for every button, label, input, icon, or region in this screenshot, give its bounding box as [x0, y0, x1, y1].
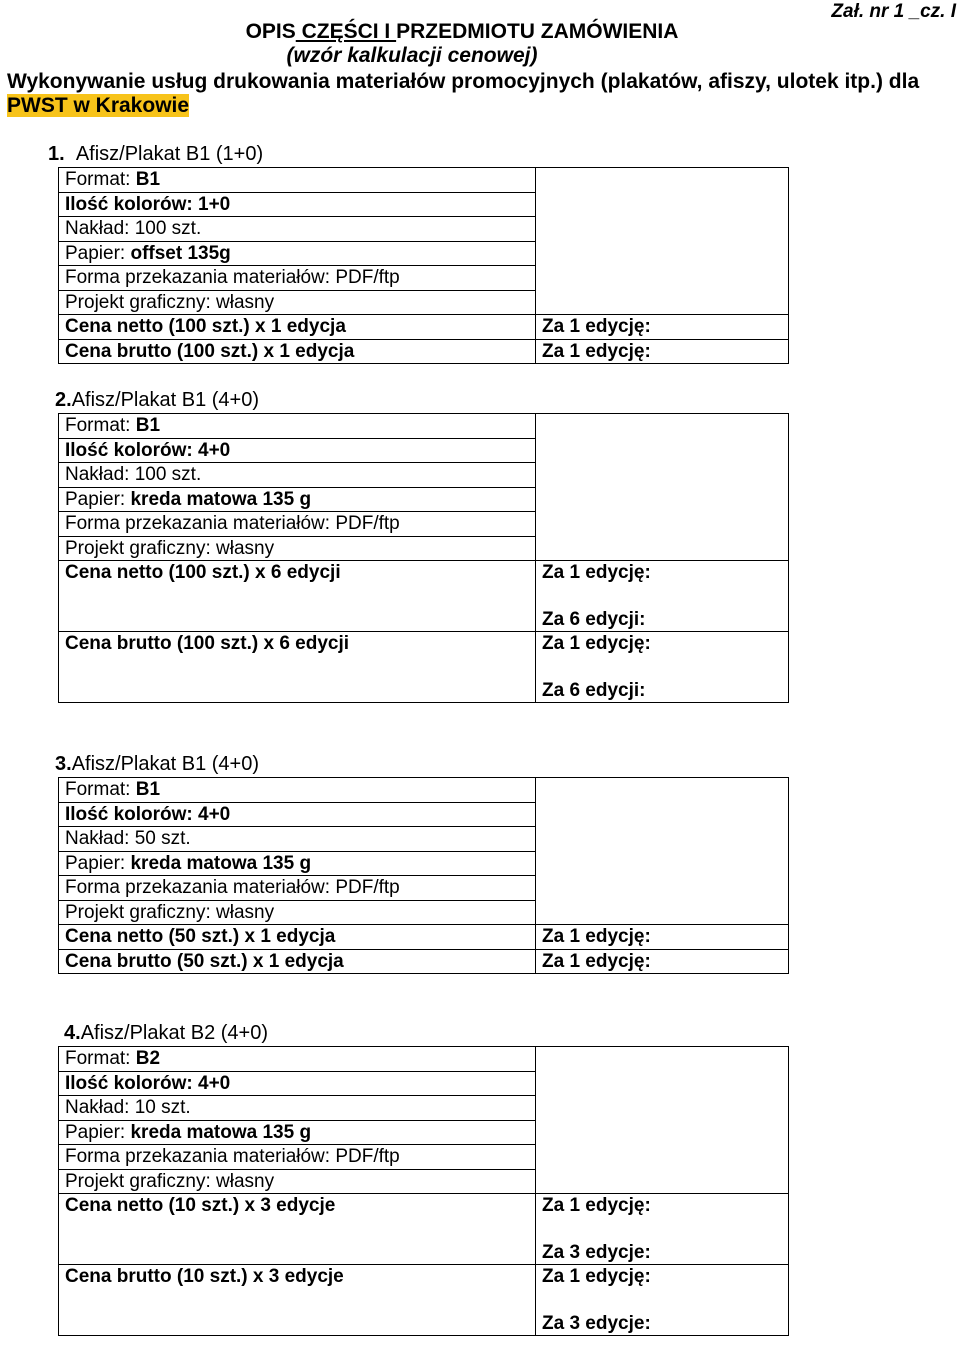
gross-price-label: Cena brutto (100 szt.) x 6 edycji: [59, 632, 536, 703]
field-value: B2: [135, 1048, 161, 1069]
colors-cell: Ilość kolorów: 4+0: [59, 1071, 536, 1096]
field-label: Papier:: [65, 1121, 131, 1143]
delivery-cell: Forma przekazania materiałów: PDF/ftp: [59, 1145, 536, 1170]
format-cell: [59, 414, 536, 439]
design-cell: Projekt graficzny: własny: [59, 536, 536, 561]
gross-price-label: Cena brutto (100 szt.) x 1 edycja: [59, 339, 536, 364]
section-name: Afisz/Plakat B2 (4+0): [80, 1022, 268, 1044]
section-title: [48, 143, 263, 166]
field-label: Format:: [65, 779, 136, 800]
price-per-edition: Za 1 edycję:: [542, 1195, 651, 1216]
price-per-edition: Za 1 edycję:: [542, 633, 651, 654]
field-value: kreda matowa 135 g: [130, 488, 312, 510]
field-value: offset 135g: [130, 242, 231, 264]
paper-cell: [59, 1120, 536, 1145]
title-part: OPIS: [245, 20, 296, 43]
price-blank-cell: [536, 778, 789, 925]
net-price-label: Cena netto (100 szt.) x 1 edycja: [59, 315, 536, 340]
field-value: B1: [135, 779, 161, 800]
design-cell: Projekt graficzny: własny: [59, 1169, 536, 1194]
section-number: 3.: [55, 753, 72, 775]
colors-cell: Ilość kolorów: 4+0: [59, 438, 536, 463]
field-label: Papier:: [65, 852, 131, 874]
design-cell: Projekt graficzny: własny: [59, 290, 536, 315]
gross-price-label: Cena brutto (50 szt.) x 1 edycja: [59, 949, 536, 974]
colors-cell: Ilość kolorów: 1+0: [59, 192, 536, 217]
section-title: [64, 1022, 268, 1045]
field-value: kreda matowa 135 g: [130, 1121, 312, 1143]
gross-price-label: Cena brutto (10 szt.) x 3 edycje: [59, 1265, 536, 1336]
paper-cell: [59, 241, 536, 266]
format-cell: [59, 778, 536, 803]
price-total: Za 6 edycji:: [542, 609, 646, 630]
section-name: Afisz/Plakat B1 (4+0): [71, 753, 259, 775]
price-per-edition: Za 1 edycję:: [542, 562, 651, 583]
price-total: Za 3 edycje:: [542, 1242, 651, 1263]
print-run-cell: Nakład: 10 szt.: [59, 1096, 536, 1121]
gross-price-cell[interactable]: [536, 632, 789, 703]
field-value: B1: [135, 169, 161, 190]
document-title: [0, 20, 924, 44]
delivery-cell: Forma przekazania materiałów: PDF/ftp: [59, 512, 536, 537]
field-label: Format:: [65, 415, 136, 436]
section-title: [55, 389, 259, 412]
intro-highlight: PWST w Krakowie: [7, 94, 190, 117]
net-price-cell[interactable]: Za 1 edycję:: [536, 315, 789, 340]
colors-cell: Ilość kolorów: 4+0: [59, 802, 536, 827]
paper-cell: [59, 487, 536, 512]
title-part: PRZEDMIOTU ZAMÓWIENIA: [396, 20, 679, 43]
section-number: 2.: [55, 389, 72, 411]
net-price-label: Cena netto (50 szt.) x 1 edycja: [59, 925, 536, 950]
price-per-edition: Za 1 edycję:: [542, 1266, 651, 1287]
price-blank-cell: [536, 414, 789, 561]
spec-table: [58, 167, 789, 364]
net-price-label: Cena netto (100 szt.) x 6 edycji: [59, 561, 536, 632]
annex-label: Zał. nr 1 _cz. I: [831, 1, 956, 22]
gross-price-cell[interactable]: Za 1 edycję:: [536, 339, 789, 364]
field-label: Format:: [65, 169, 136, 190]
field-label: Format:: [65, 1048, 136, 1069]
net-price-cell[interactable]: [536, 561, 789, 632]
price-total: Za 3 edycje:: [542, 1313, 651, 1334]
section-title: [55, 753, 259, 776]
spec-table: [58, 777, 789, 974]
print-run-cell: Nakład: 50 szt.: [59, 827, 536, 852]
paper-cell: [59, 851, 536, 876]
field-label: Papier:: [65, 242, 131, 264]
intro-line: Wykonywanie usług drukowania materiałów promocyjnych (plakatów, afiszy, ulotek itp.) dla: [7, 70, 920, 93]
section-number: 1.: [48, 143, 65, 165]
section-name: Afisz/Plakat B1 (4+0): [71, 389, 259, 411]
net-price-cell[interactable]: [536, 1194, 789, 1265]
spec-table: [58, 1046, 789, 1336]
gross-price-cell[interactable]: [536, 1265, 789, 1336]
price-blank-cell: [536, 168, 789, 315]
format-cell: [59, 1047, 536, 1072]
intro-line: [7, 94, 189, 118]
document-subtitle: (wzór kalkulacji cenowej): [286, 44, 538, 67]
title-part-underlined: CZĘŚCI I: [295, 20, 397, 43]
delivery-cell: Forma przekazania materiałów: PDF/ftp: [59, 876, 536, 901]
price-blank-cell: [536, 1047, 789, 1194]
price-total: Za 6 edycji:: [542, 680, 646, 701]
format-cell: [59, 168, 536, 193]
net-price-label: Cena netto (10 szt.) x 3 edycje: [59, 1194, 536, 1265]
gross-price-cell[interactable]: Za 1 edycję:: [536, 949, 789, 974]
print-run-cell: Nakład: 100 szt.: [59, 463, 536, 488]
spec-table: [58, 413, 789, 703]
field-label: Papier:: [65, 488, 131, 510]
section-number: 4.: [64, 1022, 81, 1044]
net-price-cell[interactable]: Za 1 edycję:: [536, 925, 789, 950]
design-cell: Projekt graficzny: własny: [59, 900, 536, 925]
delivery-cell: Forma przekazania materiałów: PDF/ftp: [59, 266, 536, 291]
section-name: Afisz/Plakat B1 (1+0): [75, 143, 264, 165]
field-value: kreda matowa 135 g: [130, 852, 312, 874]
field-value: B1: [135, 415, 161, 436]
print-run-cell: Nakład: 100 szt.: [59, 217, 536, 242]
